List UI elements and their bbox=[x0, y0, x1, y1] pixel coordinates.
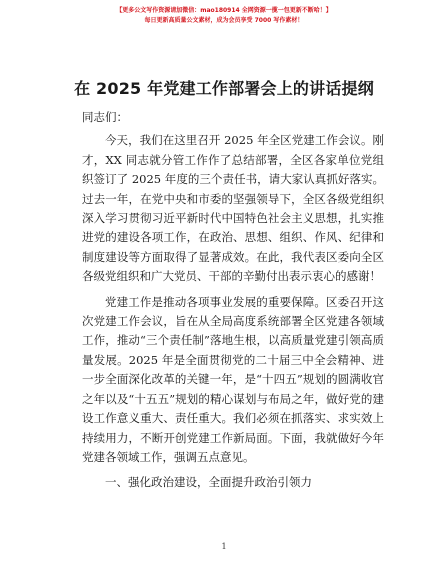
promo-banner bbox=[0, 6, 448, 26]
paragraph-1: 今天，我们在这里召开 2025 年全区党建工作会议。刚才，XX 同志就分管工作作了总结部署，全区各家单位党组织签订了 2025 年度的三个责任书，请大家认真抓好落实。过去一年，在党中央和市委的坚强领导下，全区各级党组织深入学习贯彻习近平新时代中国特色社会主义思想，扎实推进党的建设各项工作，在政治、思想、组织、作风、纪律和制度建设等方面取得了显著成效。在此，我代表区委向全区各级党组织和广大党员、干部的辛勤付出表示衷心的感谢！ bbox=[82, 133, 384, 284]
section-heading: 一、强化政治建设，全面提升政治引领力 bbox=[105, 475, 312, 490]
paragraph-2: 党建工作是推动各项事业发展的重要保障。区委召开这次党建工作会议，旨在从全局高度系统部署全区党建各领域工作，推动“三个责任制”落地生根，以高质量党建引领高质量发展。2025 年是全面贯彻党的二十届三中全会精神、进一步全面深化改革的关键一年，是“十四五”规划的圆满收官之年以及“十五五”规划的精心谋划与布局之年，做好党的建设工作意义重大、责任重大。我们必须在抓落实、求实效上持续用力，不断开创党建工作新局面。下面，我就做好今年党建各领域工作，强调五点意见。 bbox=[82, 294, 384, 464]
promo-banner-line-2: 每日更新高质量公文素材，成为会员享受 7000 写作素材！ bbox=[144, 17, 304, 24]
salutation: 同志们： bbox=[82, 110, 128, 124]
document-title: 在 2025 年党建工作部署会上的讲话提纲 bbox=[74, 79, 374, 98]
document-body bbox=[82, 108, 384, 493]
promo-banner-line-1: 【更多公文写作资源请加微信：mao180914 全网资源一揽一包更新不断哈！】 bbox=[116, 7, 332, 14]
page-number: 1 bbox=[221, 542, 227, 551]
